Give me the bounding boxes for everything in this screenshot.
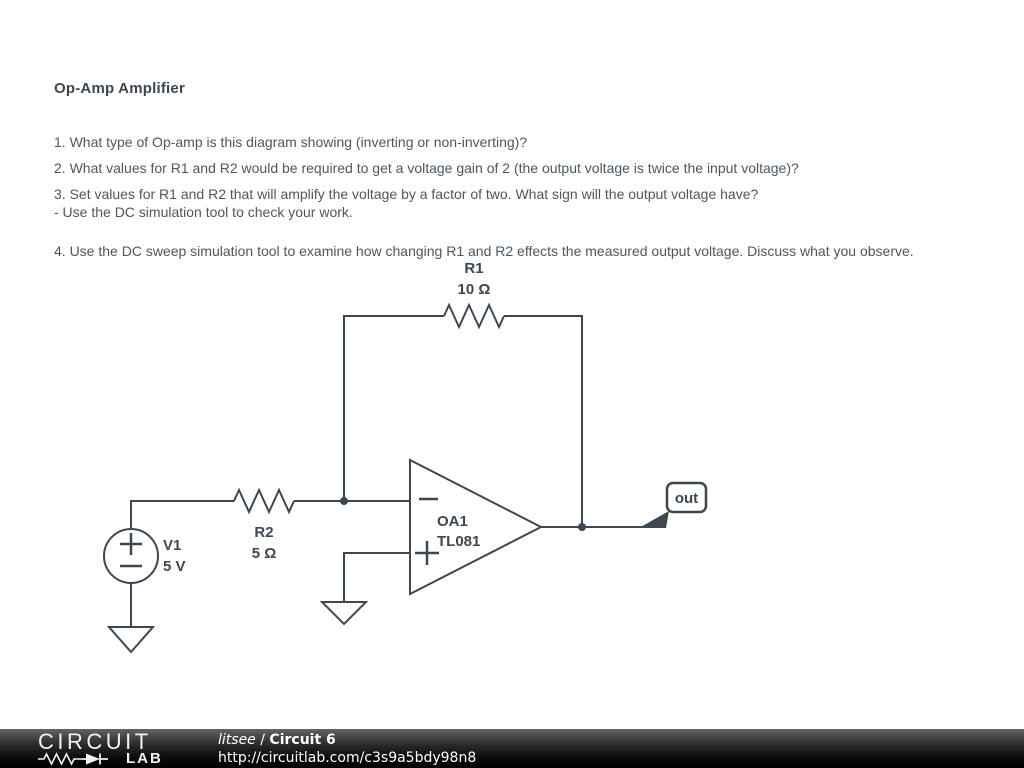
question-3-note: - Use the DC simulation tool to check your work. (54, 204, 353, 220)
junction-output (578, 523, 586, 531)
resistor-r2[interactable] (234, 490, 294, 562)
ground-symbol-opamp[interactable] (322, 602, 366, 624)
r1-name-label: R1 (464, 260, 484, 277)
circuitlab-logo[interactable] (38, 728, 188, 767)
r2-value-label: 5 Ω (251, 545, 277, 562)
circuitlab-logo-lab-text: LAB (126, 749, 163, 767)
v1-name-label: V1 (163, 537, 182, 554)
resistor-diode-icon (38, 752, 126, 766)
opamp-name-label: OA1 (437, 513, 468, 530)
page-title: Op-Amp Amplifier (54, 80, 185, 97)
wire-feedback-left[interactable] (344, 316, 444, 501)
question-3: 3. Set values for R1 and R2 that will amplify the voltage by a factor of two. What sign will the output voltage have? (54, 186, 759, 202)
voltage-source-v1[interactable] (104, 529, 186, 583)
wire-feedback-right[interactable] (504, 316, 582, 527)
footer-title-line (218, 731, 476, 749)
question-1: 1. What type of Op-amp is this diagram showing (inverting or non-inverting)? (54, 134, 528, 150)
question-2: 2. What values for R1 and R2 would be required to get a voltage gain of 2 (the output voltage is twice the input voltage)? (54, 160, 799, 176)
question-4: 4. Use the DC sweep simulation tool to examine how changing R1 and R2 effects the measured output voltage. Discuss what you observe. (54, 243, 914, 259)
out-flag-label: out (674, 490, 699, 507)
ground-symbol-v1[interactable] (109, 583, 153, 652)
footer-circuit-name: Circuit 6 (269, 731, 336, 748)
v1-value-label: 5 V (163, 558, 186, 575)
wire-v1-to-r2[interactable] (131, 501, 234, 529)
opamp-oa1[interactable] (410, 460, 541, 594)
circuitlab-logo-text: CIRCUIT (38, 728, 152, 754)
footer-bar (0, 729, 1024, 768)
footer-author: litsee (218, 731, 256, 748)
opamp-model-label: TL081 (437, 533, 481, 550)
noninverting-input-symbol (415, 541, 439, 565)
footer-url: http://circuitlab.com/c3s9a5bdy98n8 (218, 749, 477, 766)
r2-name-label: R2 (254, 524, 274, 541)
wire-noninverting-to-ground[interactable] (344, 553, 410, 602)
out-flag[interactable] (639, 483, 706, 528)
footer-separator: / (255, 731, 270, 748)
resistor-r1[interactable] (444, 260, 504, 327)
r1-value-label: 10 Ω (457, 281, 491, 298)
out-flag-tail (639, 511, 669, 528)
plus-symbol (120, 533, 142, 555)
